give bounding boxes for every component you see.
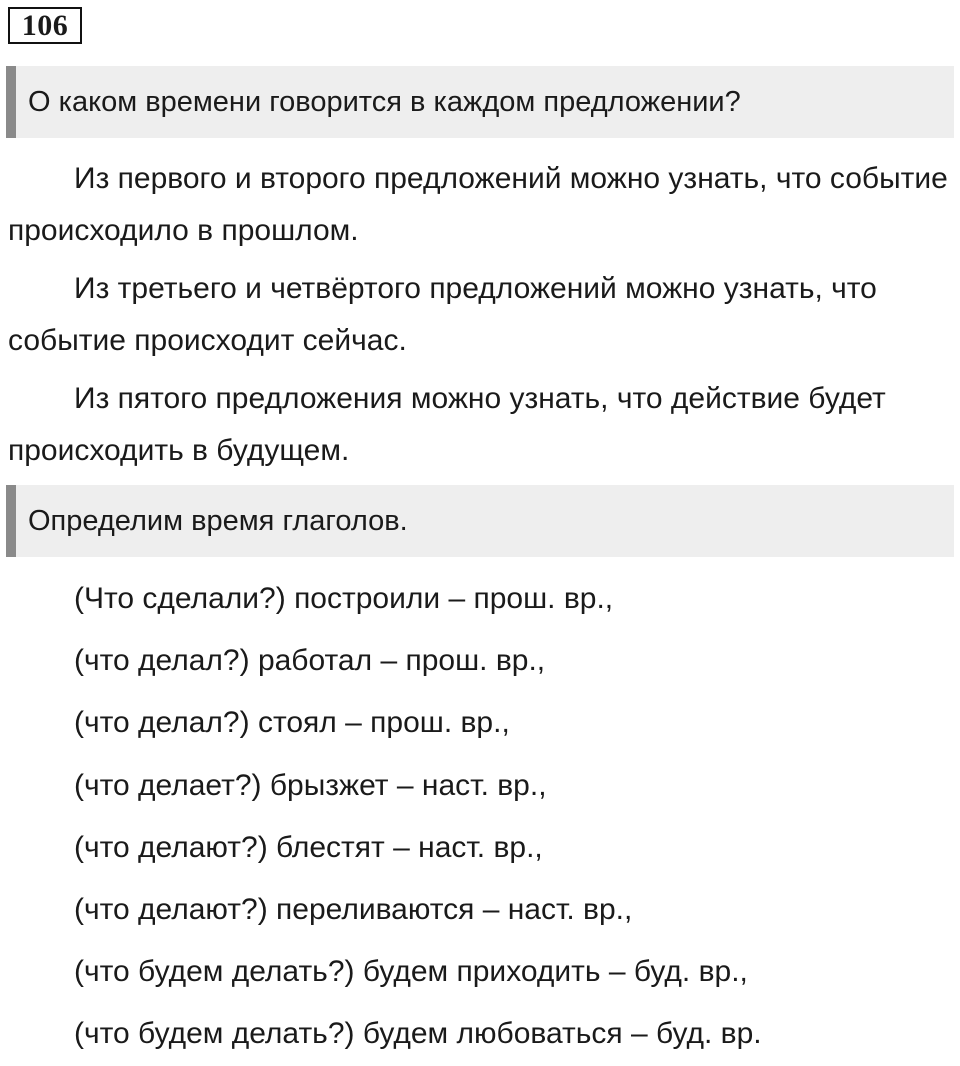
verb-tense-line: (Что сделали?) построили – прош. вр., <box>74 582 614 615</box>
verb-tense-line: (что делают?) блестят – наст. вр., <box>74 830 543 864</box>
verb-tense-line: (что делают?) переливаются – наст. вр., <box>74 892 633 926</box>
answer-paragraph: Из пятого предложения можно узнать, что действие будет происходить в будущем. <box>8 382 886 467</box>
answer-paragraph: Из третьего и четвёртого предложений можно узнать, что событие происходит сейчас. <box>8 272 877 357</box>
verb-tense-list <box>74 568 762 1066</box>
task-heading: Определим время глаголов. <box>6 485 954 557</box>
exercise-number: 106 <box>8 7 82 44</box>
answer-paragraph: Из первого и второго предложений можно узнать, что событие происходило в прошлом. <box>8 162 948 247</box>
verb-tense-line: (что будем делать?) будем приходить – буд. вр., <box>74 955 748 989</box>
verb-tense-line: (что делал?) работал – прош. вр., <box>74 644 546 678</box>
verb-tense-line: (что делал?) стоял – прош. вр., <box>74 706 510 740</box>
question-heading: О каком времени говорится в каждом предложении? <box>6 66 954 138</box>
verb-tense-line: (что делает?) брызжет – наст. вр., <box>74 768 547 802</box>
verb-tense-line: (что будем делать?) будем любоваться – буд. вр. <box>74 1017 762 1051</box>
